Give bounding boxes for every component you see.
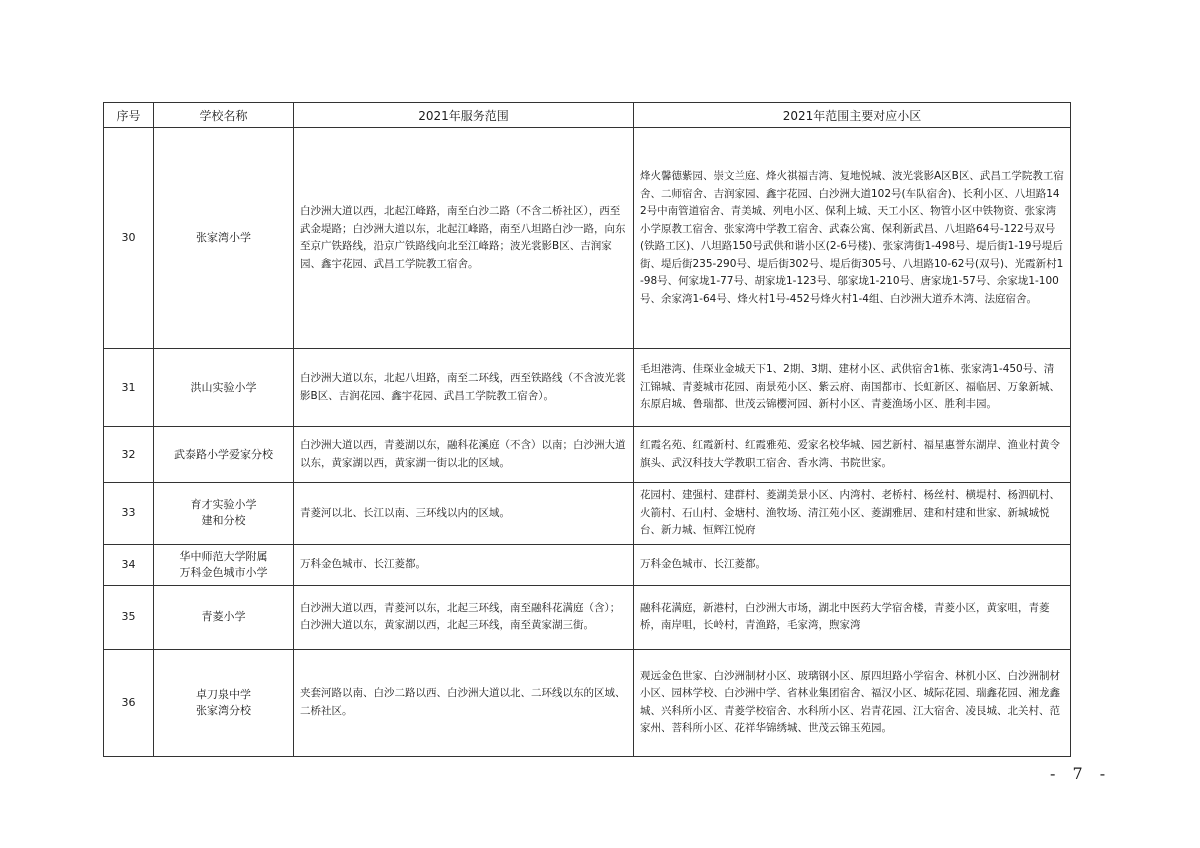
row-service-area: 白沙洲大道以西，青菱湖以东，融科花溪庭（不含）以南；白沙洲大道以东，黄家湖以西，黄家湖一街以北的区域。: [294, 427, 634, 483]
row-school-name: [154, 544, 294, 585]
table-row: [104, 649, 1071, 756]
row-communities: 万科金色城市、长江菱都。: [634, 544, 1071, 585]
school-name-line: 青菱小学: [201, 610, 246, 623]
row-index: 30: [104, 128, 154, 349]
row-communities: 红霞名苑、红霞新村、红霞雅苑、爱家名校华城、园艺新村、福星惠誉东湖岸、渔业村黄令旗头、武汉科技大学教职工宿舍、香水湾、书院世家。: [634, 427, 1071, 483]
school-name-line: 华中师范大学附属: [179, 549, 268, 563]
row-communities: 花园村、建强村、建群村、菱湖美景小区、内湾村、老桥村、杨丝村、横堤村、杨泗矶村、火箭村、石山村、金塘村、渔牧场、清江苑小区、菱湖雅居、建和村建和世家、新城城悦台、新力城、恒辉江悦府: [634, 483, 1071, 545]
row-service-area: 白沙洲大道以西，青菱河以东，北起三环线，南至融科花满庭（含）；白沙洲大道以东，黄家湖以西，北起三环线，南至黄家湖三街。: [294, 585, 634, 649]
table-row: [104, 544, 1071, 585]
header-index: 序号: [104, 103, 154, 128]
row-index: 35: [104, 585, 154, 649]
header-communities: 2021年范围主要对应小区: [634, 103, 1071, 128]
row-index: 32: [104, 427, 154, 483]
header-service-area: 2021年服务范围: [294, 103, 634, 128]
school-zone-table: [103, 102, 1071, 757]
row-service-area: 万科金色城市、长江菱都。: [294, 544, 634, 585]
school-name-line: 张家湾分校: [196, 703, 251, 717]
row-communities: 融科花满庭，新港村，白沙洲大市场，湖北中医药大学宿舍楼，青菱小区，黄家咀，青菱桥，南岸咀，长岭村，青渔路，毛家湾，煦家湾: [634, 585, 1071, 649]
school-name-line: 建和分校: [201, 514, 246, 528]
row-school-name: [154, 649, 294, 756]
table-row: [104, 585, 1071, 649]
table-row: [104, 128, 1071, 349]
table-body: [104, 128, 1071, 757]
row-school-name: [154, 427, 294, 483]
table-row: [104, 349, 1071, 427]
row-service-area: 夹套河路以南、白沙二路以西、白沙洲大道以北、二环线以东的区域、二桥社区。: [294, 649, 634, 756]
row-index: 34: [104, 544, 154, 585]
row-communities: 毛坦港湾、佳琛业金城天下1、2期、3期、建材小区、武供宿舍1栋、张家湾1-450号、清江锦城、青菱城市花园、南景苑小区、紫云府、南国都市、长虹新区、福临居、万象新城、东原启城、鲁瑞都、世茂云锦樱河园、新村小区、青菱渔场小区、胜利丰园。: [634, 349, 1071, 427]
school-name-line: 万科金色城市小学: [179, 565, 268, 579]
table-row: [104, 483, 1071, 545]
row-school-name: [154, 585, 294, 649]
school-name-line: 育才实验小学: [190, 498, 257, 512]
row-school-name: [154, 349, 294, 427]
row-index: 33: [104, 483, 154, 545]
row-index: 36: [104, 649, 154, 756]
row-service-area: 白沙洲大道以西，北起江峰路，南至白沙二路（不含二桥社区），西至武金堤路；白沙洲大道以东，北起江峰路，南至八坦路白沙一路，向东至京广铁路线，沿京广铁路线向北至江峰路；波光裳影B区、吉润家园、鑫宇花园、武昌工学院教工宿舍。: [294, 128, 634, 349]
school-name-line: 卓刀泉中学: [196, 687, 251, 701]
row-service-area: 青菱河以北、长江以南、三环线以内的区域。: [294, 483, 634, 545]
row-school-name: [154, 128, 294, 349]
header-row: [104, 103, 1071, 128]
row-communities: 观远金色世家、白沙洲制材小区、玻璃钢小区、原四坦路小学宿舍、林机小区、白沙洲制材小区、园林学校、白沙洲中学、省林业集团宿舍、福汉小区、城际花园、瑞鑫花园、湘龙鑫城、兴科所小区、青菱学校宿舍、水科所小区、岩青花园、江大宿舍、凌艮城、北关村、范家州、菩科所小区、花祥华锦绣城、世茂云锦玉苑园。: [634, 649, 1071, 756]
school-name-line: 洪山实验小学: [190, 380, 257, 394]
table-header: [104, 103, 1071, 128]
table-row: [104, 427, 1071, 483]
row-service-area: 白沙洲大道以东，北起八坦路，南至二环线，西至铁路线（不含波光裳影B区、吉润花园、鑫宇花园、武昌工学院教工宿舍）。: [294, 349, 634, 427]
header-school-name: 学校名称: [154, 103, 294, 128]
row-communities: 烽火馨德紫园、崇文兰庭、烽火祺福吉湾、复地悦城、波光裳影A区B区、武昌工学院教工宿舍、二师宿舍、吉润家园、鑫宇花园、白沙洲大道102号(车队宿舍)、长利小区、八坦路142号中南管道宿舍、青美城、列电小区、保利上城、天工小区、物管小区中铁物资、张家湾小学原教工宿舍、张家湾中学教工宿舍、武森公寓、保利新武昌、八坦路64号-122号双号(铁路工区)、八坦路150号武供和谐小区(2-6号楼)、张家湾街1-498号、堤后街1-19号堤后街、堤后街235-290号、堤后街302号、堤后街305号、八坦路10-62号(双号)、光霞新村1-98号、何家垅1-77号、胡家垅1-123号、邬家垅1-210号、唐家垅1-57号、余家垅1-100号、余家湾1-64号、烽火村1号-452号烽火村1-4组、白沙洲大道乔木湾、法庭宿舍。: [634, 128, 1071, 349]
row-index: 31: [104, 349, 154, 427]
page-number: - 7 -: [1050, 764, 1112, 783]
school-name-line: 张家湾小学: [196, 231, 251, 244]
school-name-line: 武泰路小学爱家分校: [174, 447, 273, 461]
row-school-name: [154, 483, 294, 545]
